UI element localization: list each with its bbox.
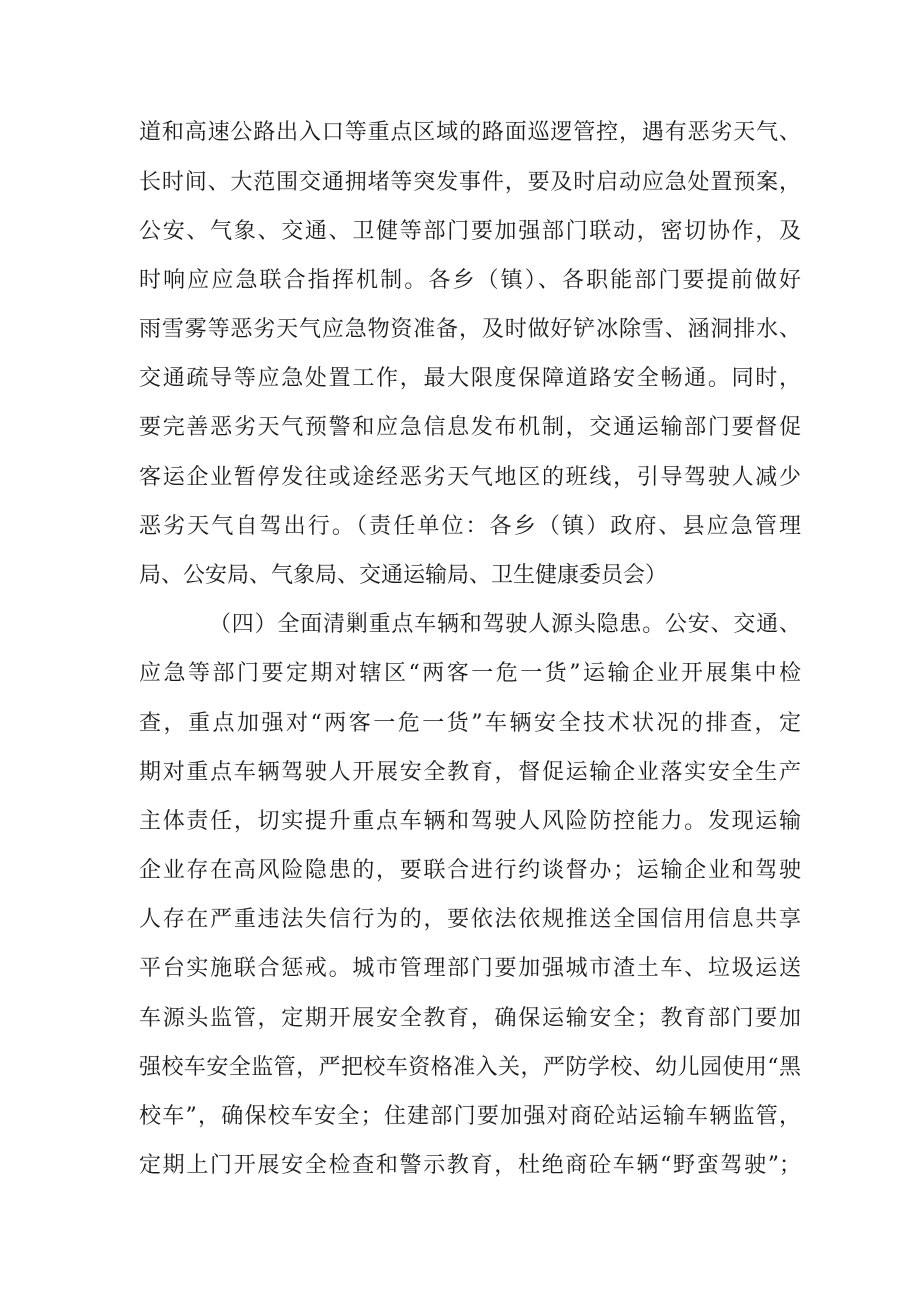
text-line: 公安、气象、交通、卫健等部门要加强部门联动，密切协作，及: [139, 219, 801, 244]
text-line: 雨雪雾等恶劣天气应急物资准备，及时做好铲冰除雪、涵洞排水、: [139, 317, 801, 342]
text-line: 企业存在高风险隐患的，要联合进行约谈督办；运输企业和驾驶: [139, 858, 801, 883]
text-line: 交通疏导等应急处置工作，最大限度保障道路安全畅通。同时，: [139, 366, 801, 391]
text-line: 人存在严重违法失信行为的，要依法依规推送全国信用信息共享: [139, 907, 801, 932]
text-line: 强校车安全监管，严把校车资格准入关，严防学校、幼儿园使用“黑: [139, 1055, 801, 1080]
text-line: 应急等部门要定期对辖区“两客一危一货”运输企业开展集中检: [139, 661, 801, 686]
text-line: 校车”，确保校车安全；住建部门要加强对商砼站运输车辆监管，: [139, 1104, 801, 1129]
text-line: 期对重点车辆驾驶人开展安全教育，督促运输企业落实安全生产: [139, 760, 801, 785]
text-line: 局、公安局、气象局、交通运输局、卫生健康委员会）: [139, 563, 668, 588]
text-line: 时响应应急联合指挥机制。各乡（镇）、各职能部门要提前做好: [139, 268, 801, 293]
section-heading-line: （四）全面清剿重点车辆和驾驶人源头隐患。公安、交通、: [209, 612, 801, 637]
text-line: 主体责任，切实提升重点车辆和驾驶人风险防控能力。发现运输: [139, 809, 801, 834]
text-line: 查，重点加强对“两客一危一货”车辆安全技术状况的排查，定: [139, 711, 801, 736]
text-line: 客运企业暂停发往或途经恶劣天气地区的班线，引导驾驶人减少: [139, 465, 801, 490]
text-line: 恶劣天气自驾出行。（责任单位：各乡（镇）政府、县应急管理: [139, 514, 801, 539]
text-line: 平台实施联合惩戒。城市管理部门要加强城市渣土车、垃圾运送: [139, 956, 801, 981]
text-line: 车源头监管，定期开展安全教育，确保运输安全；教育部门要加: [139, 1006, 801, 1031]
text-line: 要完善恶劣天气预警和应急信息发布机制，交通运输部门要督促: [139, 415, 801, 440]
text-line: 定期上门开展安全检查和警示教育，杜绝商砼车辆“野蛮驾驶”；: [139, 1153, 801, 1178]
text-line: 长时间、大范围交通拥堵等突发事件，要及时启动应急处置预案，: [139, 170, 801, 195]
text-line: 道和高速公路出入口等重点区域的路面巡逻管控，遇有恶劣天气、: [139, 120, 801, 145]
